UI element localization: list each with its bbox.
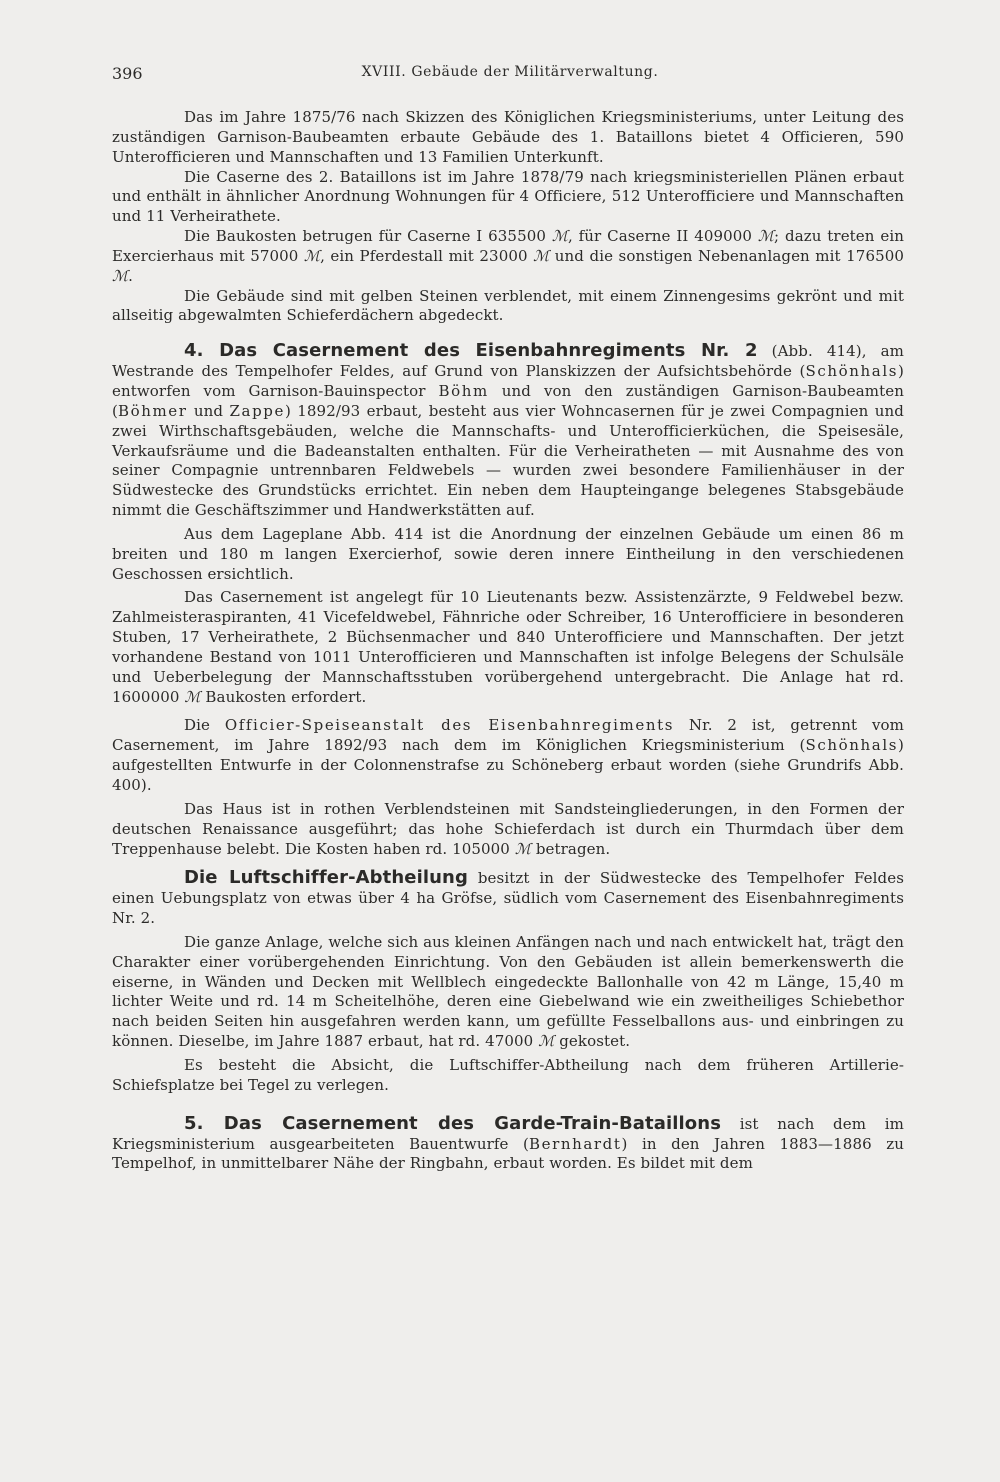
page-header <box>112 64 908 88</box>
paragraph-building-costs: Die Baukosten betrugen für Caserne I 635500 ℳ, für Caserne II 409000 ℳ; dazu treten ein Exercierhaus mit 57000 ℳ, ein Pferdestall mit 23000 ℳ und die sonstigen Nebenanlagen mit 176500 ℳ. <box>112 227 905 285</box>
paragraph-site-plan: Aus dem Lageplane Abb. 414 ist die Anordnung der einzelnen Gebäude um einen 86 m breiten und 180 m langen Exercierhof, sowie deren innere Eintheilung in den verschiedenen Geschossen ersichtlich. <box>112 524 904 583</box>
person-name: Zappe <box>229 401 285 420</box>
paragraph-house-design: Das Haus ist in rothen Verblendsteinen mit Sandsteingliederungen, in den Formen der deutschen Renaissance ausgeführt; das hohe Schieferdach ist durch ein Thurmdach über dem Treppenhause belebt. Die Kosten haben rd. 105000 ℳ betragen. <box>112 799 904 858</box>
running-title: XVIII. Gebäude der Militärverwaltung. <box>361 64 659 80</box>
mark-symbol: ℳ <box>538 1032 555 1051</box>
paragraph-facades: Die Gebäude sind mit gelben Steinen verblendet, mit einem Zinnengesims gekrönt und mit allseitig abgewalmten Schieferdächern abgedeckt. <box>112 286 904 325</box>
mark-symbol: ℳ <box>514 839 531 858</box>
section-heading: 4. Das Casernement des Eisenbahnregiments Nr. 2 <box>184 340 758 362</box>
section-heading: 5. Das Casernement des Garde-Train-Bataillons <box>184 1112 722 1134</box>
person-name: Bernhardt <box>528 1134 622 1153</box>
mark-symbol: ℳ <box>184 687 201 706</box>
section-5-train-battalion: 5. Das Casernement des Garde-Train-Bataillons ist nach dem im Kriegsministerium ausgearbeiteten Bauentwurfe (Bernhardt) in den Jahren 1883—1886 zu Tempelhof, in unmittelbarer Nähe der Ringbahn, erbaut worden. Es bildet mit dem <box>112 1112 904 1173</box>
paragraph-relocation: Es besteht die Absicht, die Luftschiffer-Abtheilung nach dem früheren Artillerie-Schiefsplatze bei Tegel zu verlegen. <box>112 1055 904 1094</box>
spaced-title: Officier-Speiseanstalt des Eisenbahnregiments <box>224 716 675 735</box>
paragraph-battalion-1: Das im Jahre 1875/76 nach Skizzen des Königlichen Kriegsministeriums, unter Leitung des zuständigen Garnison-Baubeamten erbaute Gebäude des 1. Bataillons bietet 4 Officieren, 590 Unterofficieren und Mannschaften und 13 Familien Unterkunft. <box>112 108 904 166</box>
section-heading: Die Luftschiffer-Abtheilung <box>184 867 468 889</box>
mark-symbol: ℳ <box>551 227 568 246</box>
paragraph-balloon-hall: Die ganze Anlage, welche sich aus kleinen Anfängen nach und nach entwickelt hat, trägt den Charakter einer vorübergehenden Einrichtung. Von den Gebäuden ist allein bemerkenswerth die eiserne, in Wänden und Decken mit Wellblech eingedeckte Ballonhalle von 42 m Länge, 15,40 m lichter Weite und rd. 14 m Scheitelhöhe, deren eine Giebelwand wie ein zweitheiliges Schiebethor nach beiden Seiten hin ausgefahren werden kann, um gefüllte Fesselballons aus- und einbringen zu können. Dieselbe, im Jahre 1887 erbaut, hat rd. 47000 ℳ gekostet. <box>112 932 904 1051</box>
paragraph-capacity: Das Casernement ist angelegt für 10 Lieutenants bezw. Assistenzärzte, 9 Feldwebel bezw. Zahlmeisteraspiranten, 41 Vicefeldwebel, Fähnriche oder Schreiber, 16 Unterofficiere in besonderen Stuben, 17 Verheirathete, 2 Büchsenmacher und 840 Unterofficiere und Mannschaften. Der jetzt vorhandene Bestand von 1011 Unterofficieren und Mannschaften ist infolge Belegens der Schulsäle und Ueberbelegung der Mannschaftsstuben vorübergehend untergebracht. Die Anlage hat rd. 1600000 ℳ Baukosten erfordert. <box>112 588 904 706</box>
mark-symbol: ℳ <box>757 227 775 246</box>
mark-symbol: ℳ <box>533 246 550 265</box>
person-name: Schönhals <box>805 736 899 755</box>
person-name: Böhm <box>438 381 489 400</box>
section-airship-division: Die Luftschiffer-Abtheilung besitzt in der Südwestecke des Tempelhofer Feldes einen Uebungsplatz von etwas über 4 ha Gröfse, südlich vom Casernement des Eisenbahnregiments Nr. 2. <box>112 867 905 928</box>
mark-symbol: ℳ <box>112 266 129 285</box>
paragraph-officers-mess: Die Officier-Speiseanstalt des Eisenbahnregiments Nr. 2 ist, getrennt vom Casernement, im Jahre 1892/93 nach dem im Königlichen Kriegsministerium (Schönhals) aufgestellten Entwurfe in der Colonnenstrafse zu Schöneberg erbaut worden (siehe Grundrifs Abb. 400). <box>112 716 905 794</box>
paragraph-battalion-2: Die Caserne des 2. Bataillons ist im Jahre 1878/79 nach kriegsministeriellen Plänen erbaut und enthält in ähnlicher Anordnung Wohnungen für 4 Officiere, 512 Unterofficiere und Mannschaften und 11 Verheirathete. <box>112 167 904 226</box>
mark-symbol: ℳ <box>303 246 321 265</box>
section-4-railway-regiment: 4. Das Casernement des Eisenbahnregiments Nr. 2 (Abb. 414), am Westrande des Tempelhofer Feldes, auf Grund von Planskizzen der Aufsichtsbehörde (Schönhals) entworfen vom Garnison-Bauinspector Böhm und von den zuständigen Garnison-Baubeamten (Böhmer und Zappe) 1892/93 erbaut, besteht aus vier Wohncasernen für je zwei Compagnien und zwei Wirthschaftsgebäuden, welche die Mannschafts- und Unterofficierküchen, die Speisesäle, Verkaufsräume und die Badeanstalten enthalten. Für die Verheiratheten — mit Ausnahme des von seiner Compagnie untrennbaren Feldwebels — wurden zwei besondere Familienhäuser in der Südwestecke des Grundstücks errichtet. Ein neben dem Haupteingange belegenes Stabsgebäude nimmt die Geschäftszimmer und Handwerkstätten auf. <box>112 340 904 520</box>
person-name: Böhmer <box>117 401 188 420</box>
body-text <box>112 108 904 1174</box>
page-number: 396 <box>112 64 143 83</box>
person-name: Schönhals <box>805 362 899 381</box>
